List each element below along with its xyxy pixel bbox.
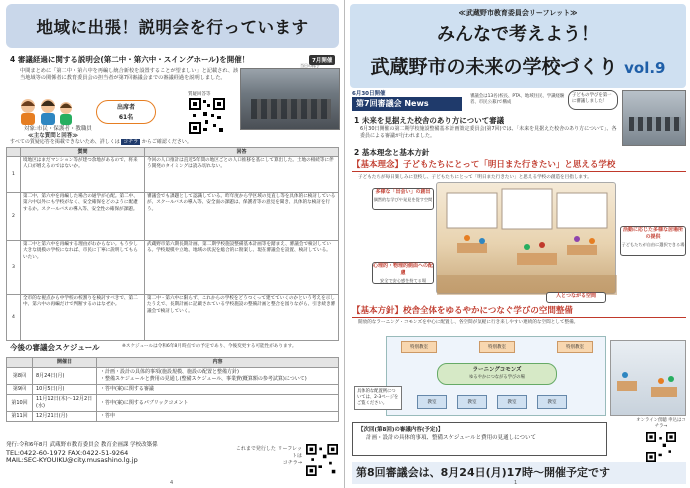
footer-contact (6, 442, 158, 465)
schedule-item: ・計画・設計の具体的事項(施設規模、施設の配置と整備方針) (100, 369, 239, 375)
table-row (7, 193, 339, 241)
schedule-title: 今後の審議会スケジュール (10, 343, 100, 352)
room-class-2: 教室 (457, 395, 487, 409)
photo-caption: 当日の様子 (300, 63, 320, 68)
next-meeting-box (352, 422, 607, 456)
qa-table (6, 147, 339, 341)
learning-commons-sub: ゆるやかにつながる学びの場 (469, 375, 525, 380)
qa-question: 第二中と第六中を再編する理由がわからない。もう少し大きな規模の学校になれば、市民に丁寧に説明してもらいたい。 (21, 241, 145, 295)
table-row (7, 412, 339, 422)
meeting-date: 6月30日開催 (352, 91, 386, 97)
qa-no: 4 (7, 295, 21, 341)
interior-shapes (437, 183, 617, 295)
qa-answer: 武蔵野市第六期長期計画、第二期学校施設整備基本計画等を踏まえ、審議会で検討している。学校規模や立地、地域の状況を総合的に勘案し、現在審議会を設置、検討している。 (145, 241, 339, 295)
open-space-shapes (611, 341, 687, 417)
back-issue-qr-icon[interactable] (306, 444, 338, 476)
section4-intro: 中間まとめに「第二中・第六中を再編し統合新校を設置することが望ましい」と記載され、該当地域等の関係者に教育委員会の担当者が第7回審議会までの審議経過を説明しました。 (20, 68, 239, 81)
room-class-3: 教室 (497, 395, 527, 409)
attendees-label: 出席者 (116, 104, 135, 111)
schedule-no: 第10回 (7, 395, 33, 412)
section2-title: 2 基本理念と基本方針 (354, 148, 430, 157)
bubble-places-sub: 子どもたちが自由に選択できる場 (621, 242, 685, 247)
bubble-safety (372, 262, 434, 284)
section1-text: 6月30日開催の第二期学校施設整備基本計画策定委員会(第7回)では、「未来を見据えた校舎のあり方について」、各委員による審議が行われました。 (360, 126, 617, 139)
bubble-encounters-title: 多様な「出会い」の創出 (375, 189, 431, 195)
table-row (7, 385, 339, 395)
policy-sub: 開放的なラーニング・コモンズを中心に配置し、各空間が気軽に行き来しやすい連続的な空間として整備。 (358, 320, 579, 325)
qa-note-link[interactable]: コチラ (123, 139, 139, 145)
target-audience: 対象:市民・保護者・教職員 (24, 126, 92, 132)
online-qr-icon[interactable] (646, 432, 676, 462)
next-box-body: 計画・設計の具体的事項、整備スケジュールと費用の見通しについて (366, 435, 537, 441)
back-issue-link[interactable]: コチラ→ (282, 460, 302, 466)
right-page (346, 0, 690, 488)
qa-question: 全市的な視点から中学校の校割りを検討すべきで、第二中、第六中の再編だけで判断するのはなぜか。 (21, 295, 145, 341)
qa-heading: ≪主な質問と回答≫ (28, 133, 79, 139)
schedule-date: 10月5日(月) (33, 385, 97, 395)
schedule-note: ※スケジュールは令和6年8月時点での予定であり、今後変更する可能性があります。 (122, 344, 297, 349)
footer-tel: TEL:0422-60-1972 FAX:0422-51-9264 (6, 448, 129, 457)
schedule-header-content: 内容 (97, 358, 339, 368)
table-row (7, 295, 339, 341)
people-illustration (16, 96, 76, 126)
leaflet-title-2-text: 武蔵野市の未来の学校づくり (370, 56, 618, 78)
room-special-3: 特別教室 (557, 341, 593, 353)
qa-no: 3 (7, 241, 21, 295)
room-class-4: 教室 (537, 395, 567, 409)
schedule-no: 第11回 (7, 412, 33, 422)
footer-mail[interactable]: MAIL:SEC-KYOUIKU@city.musashino.lg.jp (6, 456, 138, 464)
section4-badge: 7月開催 (309, 55, 335, 65)
qa-header-row (7, 148, 339, 157)
schedule-header-date: 開催日 (33, 358, 97, 368)
news-heading: 第7回審議会 News (352, 97, 462, 111)
right-page-number: 1 (514, 480, 518, 486)
meeting-photo (240, 68, 340, 130)
qa-header-question: 質問 (21, 148, 145, 157)
qa-answer: 第二中・第六中に限らず、これからの学校をどうつくって建てていくのかという考えを示したうえで、長期計画に記載されている学校施設の整備計画と整合を図りながら、引き続き審議会で検討していく。 (145, 295, 339, 341)
principle-heading: 【基本理念】子どもたちにとって「明日また行きたい」と思える学校 (352, 158, 686, 172)
open-space-illustration (610, 340, 686, 416)
bubble-places-title: 活動に応じた多様な居場所の提供 (622, 227, 683, 240)
footer-publisher: 発行:令和6年8月 武蔵野市教育委員会 教育企画課 学校改築係 (6, 442, 158, 448)
room-special-1: 特別教室 (401, 341, 437, 353)
policy-heading: 【基本方針】校舎全体をゆるやかにつなぐ学びの空間整備 (352, 304, 686, 318)
volume-label: vol.9 (624, 59, 666, 77)
bubble-encounters (372, 188, 434, 210)
table-row (7, 157, 339, 193)
principle-sub: 子どもたちが毎日楽しみに登校し、子どもたちにとって「明日また行きたい」と思える学校の創造を目指します。 (358, 175, 592, 180)
attendees-badge (96, 100, 156, 124)
schedule-date: 8月24日(月) (33, 368, 97, 385)
diagram-note: 具体的な配置例については、2-3ページをご覧ください。 (354, 386, 402, 410)
schedule-date: 11月12日(木)〜12月2日(水) (33, 395, 97, 412)
qa-no: 2 (7, 193, 21, 241)
bubble-safety-sub: 安全で安心感を持てる場 (379, 278, 427, 283)
left-page-number: 4 (170, 480, 174, 486)
qr-code-icon[interactable] (189, 98, 225, 134)
school-interior-illustration (436, 182, 616, 294)
schedule-item: ・整備スケジュールと費用の見通し(整備スケジュール、事業費(概算額の参考試算)について) (100, 376, 307, 382)
attendees-count: 61名 (118, 114, 134, 121)
table-row (7, 241, 339, 295)
qa-answer: 今回の人口推計は直近5年間の地区ごとの人口推移を基にして算出した。土地の相続等に伴う開発のタイミングは読み切れない。 (145, 157, 339, 193)
bubble-connect: 人とつながる空間 (546, 292, 606, 303)
schedule-item: ・答申(案)に関する審議 (97, 385, 339, 395)
schedule-table (6, 357, 339, 422)
next-box-title: 【次回(第8回)の審議内容(予定)】 (358, 427, 444, 433)
qa-header-no (7, 148, 21, 157)
qa-no: 1 (7, 157, 21, 193)
right-header (350, 4, 686, 88)
council-photo (622, 90, 686, 146)
section1-title: 1 未来を見据えた校舎のあり方について審議 (354, 116, 505, 125)
schedule-header-row (7, 358, 339, 368)
floor-plan-diagram (386, 336, 606, 416)
leaflet-subtitle: ≪武蔵野市教育委員会リーフレット≫ (458, 9, 578, 17)
schedule-date: 12月21日(月) (33, 412, 97, 422)
left-header: 地域に出張！説明会を行っています (6, 4, 339, 48)
qa-note-text: すべての質疑応答を掲載できないため、詳しくは (10, 139, 120, 145)
learning-commons-label: ラーニングコモンズ (472, 367, 522, 373)
section4-title: 4 審議経過に関する説明会(第二中・第六中・スイングホール)を開催！ (10, 55, 250, 64)
leaflet-title-1: みんなで考えよう！ (437, 24, 599, 45)
next-meeting-banner: 第8回審議会は、8月24日(月)17時〜開催予定です (352, 462, 686, 484)
leaflet-title-2 (350, 52, 686, 79)
bubble-places (620, 226, 686, 256)
schedule-content (97, 368, 339, 385)
bubble-encounters-sub: 偶然的な学びや発見を促す空間 (373, 197, 433, 202)
schedule-no: 第9回 (7, 385, 33, 395)
qa-answer: 審議会でも課題として認識している。昨年度から学区域の見直し等を具体的に検討しているが、スクールバスの導入等、安全面の課題は、保護者等の意見を聞き、具体的な検討を行う。 (145, 193, 339, 241)
table-row (7, 368, 339, 385)
schedule-no: 第8回 (7, 368, 33, 385)
bubble-safety-title: 心理的・物理的側面への配慮 (373, 263, 434, 276)
schedule-item: ・答申(案)に関するパブリックコメント (97, 395, 339, 412)
speech-bubble: 子どもの学びを第一に審議しました！ (568, 90, 618, 110)
qa-header-answer: 回答 (145, 148, 339, 157)
qa-question: 第二中、第六中を再編した場合の通学が心配。第二中、第六中以外にも学校がなく、安全確保をどのように配慮するか。スクールバスの導入等、安全性の確保が課題。 (21, 193, 145, 241)
back-issue-note (232, 446, 302, 467)
qa-note-end: からご確認ください。 (141, 139, 192, 145)
table-row (7, 395, 339, 412)
schedule-header-no (7, 358, 33, 368)
qa-question: 境地区はまだマンション等が建つ余地があるので、将来人口が増えるのではないか。 (21, 157, 145, 193)
online-label: オンライン傍聴 申込はコチラ→ (636, 418, 686, 429)
qr-caption: 質疑回答等 (188, 92, 211, 97)
room-class-1: 教室 (417, 395, 447, 409)
room-special-2: 特別教室 (479, 341, 515, 353)
learning-commons (437, 363, 557, 385)
members-note: 審議会は13名(校長、PTA、地域住民、学識経験者、市民公募)で構成 (470, 94, 565, 105)
schedule-item: ・答申 (97, 412, 339, 422)
back-issue-text: これまで発行した リーフレットは (235, 446, 302, 459)
qa-note (10, 139, 192, 146)
